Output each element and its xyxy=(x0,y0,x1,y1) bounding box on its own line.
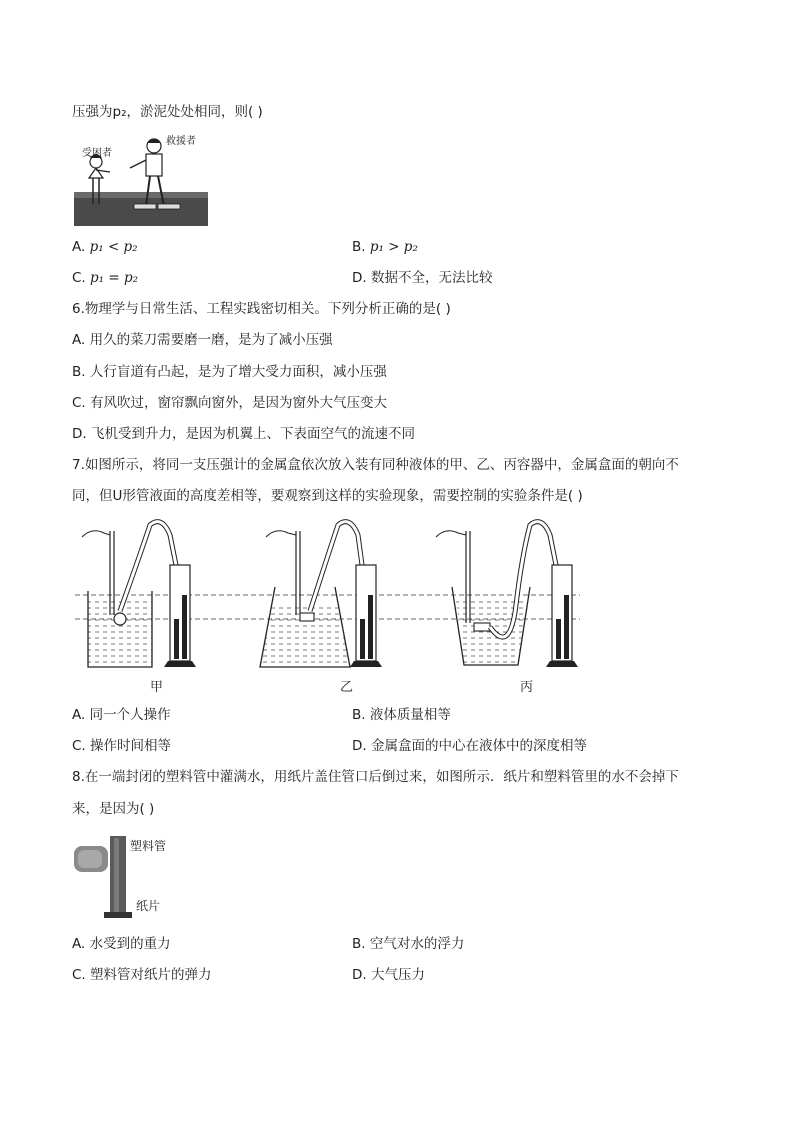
option-text: p₁ < p₂ xyxy=(89,239,138,255)
q8-option-a[interactable] xyxy=(72,934,171,954)
container-yi xyxy=(260,522,382,667)
option-text: 金属盒面的中心在液体中的深度相等 xyxy=(370,738,587,754)
q6-option-b[interactable] xyxy=(72,362,387,382)
q5-figure xyxy=(74,132,208,226)
q8-option-c[interactable] xyxy=(72,965,212,985)
option-text: 数据不全，无法比较 xyxy=(370,270,493,286)
option-letter: B. xyxy=(72,364,86,380)
tube-label: 塑料管 xyxy=(130,839,167,853)
q8-option-d[interactable] xyxy=(352,965,425,985)
q7-stem-line2: 同，但U形管液面的高度差相等，要观察到这样的实验现象，需要控制的实验条件是( ) xyxy=(72,488,583,504)
q6-option-c[interactable] xyxy=(72,393,387,413)
q7-option-a[interactable] xyxy=(72,705,171,725)
option-letter: B. xyxy=(352,239,366,255)
label-bing: 丙 xyxy=(520,680,534,695)
container-bing xyxy=(436,522,578,667)
victim-label: 受困者 xyxy=(82,148,112,159)
option-letter: D. xyxy=(352,270,367,286)
q5-option-b[interactable] xyxy=(352,237,418,257)
rescuer-label: 救援者 xyxy=(166,136,196,147)
q5-option-a[interactable] xyxy=(72,237,138,257)
q5-option-d[interactable] xyxy=(352,268,492,288)
q8-stem-line1: 8.在一端封闭的塑料管中灌满水，用纸片盖住管口后倒过来，如图所示．纸片和塑料管里的水不会掉下 xyxy=(72,769,679,785)
paper-sheet xyxy=(104,912,132,918)
option-letter: A. xyxy=(72,332,86,348)
q7-option-b[interactable] xyxy=(352,705,451,725)
option-letter: D. xyxy=(72,426,87,442)
label-jia: 甲 xyxy=(150,680,164,695)
q6-option-d[interactable] xyxy=(72,424,415,444)
q6-option-a[interactable] xyxy=(72,330,333,350)
option-text: p₁ = p₂ xyxy=(90,270,139,286)
option-letter: C. xyxy=(72,967,86,983)
paper-label: 纸片 xyxy=(136,899,161,913)
option-letter: C. xyxy=(72,270,86,286)
option-letter: C. xyxy=(72,395,86,411)
label-yi: 乙 xyxy=(340,680,354,695)
option-text: 同一个人操作 xyxy=(89,707,171,723)
option-text: 用久的菜刀需要磨一磨，是为了减小压强 xyxy=(89,332,333,348)
container-jia xyxy=(82,522,196,667)
option-letter: A. xyxy=(72,936,86,952)
option-text: 空气对水的浮力 xyxy=(369,936,465,952)
option-text: 塑料管对纸片的弹力 xyxy=(90,967,212,983)
mud-ground xyxy=(74,196,208,226)
option-letter: C. xyxy=(72,738,86,754)
option-letter: D. xyxy=(352,967,367,983)
option-text: p₁ > p₂ xyxy=(369,239,418,255)
q6-stem: 6.物理学与日常生活、工程实践密切相关。下列分析正确的是( ) xyxy=(72,301,451,317)
option-text: 液体质量相等 xyxy=(369,707,451,723)
option-text: 人行盲道有凸起，是为了增大受力面积，减小压强 xyxy=(89,364,387,380)
option-letter: D. xyxy=(352,738,367,754)
option-letter: A. xyxy=(72,239,86,255)
q7-figure xyxy=(70,515,600,700)
option-text: 有风吹过，窗帘飘向窗外，是因为窗外大气压变大 xyxy=(90,395,388,411)
q5-stem-tail: 压强为p₂，淤泥处处相同，则( ) xyxy=(72,104,263,120)
option-letter: B. xyxy=(352,707,366,723)
option-text: 操作时间相等 xyxy=(90,738,172,754)
option-letter: B. xyxy=(352,936,366,952)
option-text: 飞机受到升力，是因为机翼上、下表面空气的流速不同 xyxy=(90,426,415,442)
q8-option-b[interactable] xyxy=(352,934,464,954)
q5-option-c[interactable] xyxy=(72,268,138,288)
q7-option-d[interactable] xyxy=(352,736,587,756)
option-text: 水受到的重力 xyxy=(89,936,171,952)
option-letter: A. xyxy=(72,707,86,723)
q7-stem-line1: 7.如图所示，将同一支压强计的金属盒依次放入装有同种液体的甲、乙、丙容器中，金属盒面的朝向不 xyxy=(72,457,679,473)
option-text: 大气压力 xyxy=(370,967,425,983)
q7-option-c[interactable] xyxy=(72,736,171,756)
q8-stem-line2: 来，是因为( ) xyxy=(72,801,155,817)
q8-figure xyxy=(74,832,204,922)
